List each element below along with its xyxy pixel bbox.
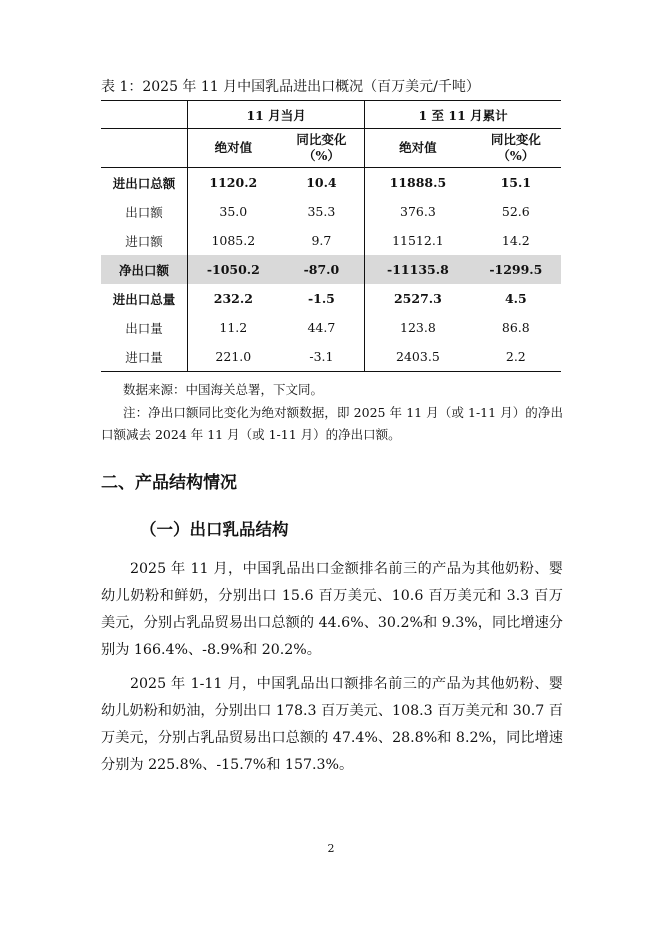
body-paragraph: 2025 年 11 月，中国乳品出口金额排名前三的产品为其他奶粉、婴幼儿奶粉和鲜奶，分别出口 15.6 百万美元、10.6 百万美元和 3.3 百万美元，分别占乳品贸易出口总额的 44.6%、30.2%和 9.3%，同比增速分别为 166.4%、-8.9%和 20.2%。	[101, 561, 563, 658]
table-cell: 123.8	[365, 313, 471, 342]
group-header-november: 11 月当月	[188, 101, 365, 129]
section-heading: 二、产品结构情况	[101, 473, 237, 493]
row-label: 进出口总额	[112, 175, 176, 191]
col-header-abs-value: 绝对值	[365, 129, 471, 168]
table-cell: 86.8	[501, 320, 530, 335]
table-row	[101, 284, 561, 313]
table-cell: -3.1	[279, 342, 365, 372]
table-cell: 9.7	[311, 233, 332, 248]
body-paragraph: 2025 年 1-11 月，中国乳品出口额排名前三的产品为其他奶粉、婴幼儿奶粉和奶油，分别出口 178.3 百万美元、108.3 百万美元和 30.7 百万美元，分别占乳品贸易出口总额的 47.4%、28.8%和 8.2%，同比增速分别为 225.8%、-15.7%和 157.3%。	[101, 676, 563, 773]
table-row-net-export	[101, 255, 561, 284]
table-cell: 376.3	[365, 197, 471, 226]
col-header-yoy-change: 同比变化 （%）	[471, 129, 561, 168]
table-cell: -1.5	[307, 291, 335, 306]
table-cell: 221.0	[188, 342, 279, 372]
table-cell: 2403.5	[365, 342, 471, 372]
row-label: 净出口额	[101, 255, 188, 284]
table-cell: 11.2	[188, 313, 279, 342]
group-header-cumulative: 1 至 11 月累计	[365, 101, 561, 129]
row-label: 进口量	[101, 342, 188, 372]
table-cell: 2.2	[471, 342, 561, 372]
row-label: 进口额	[125, 233, 163, 249]
trade-overview-table	[101, 100, 561, 372]
subsection-heading: （一）出口乳品结构	[140, 520, 289, 539]
table-cell: 44.7	[307, 320, 336, 335]
table-cell: 11888.5	[365, 168, 471, 198]
table-cell: 10.4	[306, 175, 337, 190]
table-row	[101, 197, 561, 226]
table-cell: 52.6	[501, 204, 530, 219]
table-cell: 1085.2	[188, 226, 279, 255]
table-cell: 232.2	[188, 284, 279, 313]
table-caption: 表 1：2025 年 11 月中国乳品进出口概况（百万美元/千吨）	[101, 79, 480, 95]
data-source-note: 数据来源：中国海关总署，下文同。	[123, 382, 324, 397]
col-header-yoy-change: 同比变化 （%）	[279, 129, 365, 168]
table-cell: -1299.5	[471, 255, 561, 284]
table-cell: 11512.1	[365, 226, 471, 255]
table-cell: 1120.2	[188, 168, 279, 198]
table-corner-cell	[101, 101, 188, 129]
table-cell: 35.0	[188, 197, 279, 226]
table-row	[101, 226, 561, 255]
table-cell: -87.0	[279, 255, 365, 284]
table-cell: 15.1	[500, 175, 532, 190]
table-cell: -11135.8	[365, 255, 471, 284]
table-cell: 35.3	[307, 204, 336, 219]
table-corner-cell	[101, 129, 188, 168]
page-number: 2	[327, 842, 335, 855]
col-header-abs-value: 绝对值	[188, 129, 279, 168]
table-row	[101, 313, 561, 342]
table-cell: 14.2	[501, 233, 530, 248]
table-column-header-row	[101, 129, 561, 168]
table-footnote: 注：净出口额同比变化为绝对额数据，即 2025 年 11 月（或 1-11 月）的净出口额减去 2024 年 11 月（或 1-11 月）的净出口额。	[101, 405, 563, 442]
table-group-header-row	[101, 101, 561, 129]
row-label: 进出口总量	[112, 291, 176, 307]
row-label: 出口额	[125, 204, 163, 220]
table-cell: 4.5	[504, 291, 527, 306]
row-label: 出口量	[125, 320, 163, 336]
table-row	[101, 342, 561, 372]
table-cell: 2527.3	[365, 284, 471, 313]
table-row	[101, 168, 561, 198]
table-cell: -1050.2	[188, 255, 279, 284]
